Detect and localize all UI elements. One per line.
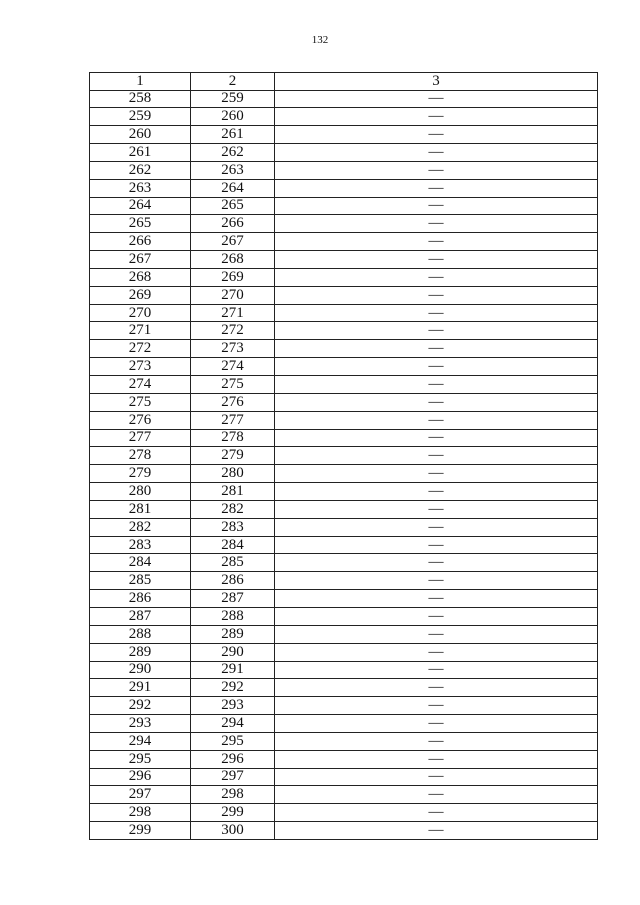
column-header: 3	[275, 73, 598, 91]
table-row	[90, 393, 598, 411]
column-header: 2	[191, 73, 275, 91]
table-cell: —	[275, 804, 598, 822]
table-cell: 260	[191, 108, 275, 126]
table-cell: —	[275, 625, 598, 643]
table-cell: —	[275, 358, 598, 376]
table-cell: 296	[90, 768, 191, 786]
table-cell: —	[275, 447, 598, 465]
table-cell: 258	[90, 90, 191, 108]
table-cell: 298	[191, 786, 275, 804]
table-cell: 288	[90, 625, 191, 643]
table-row	[90, 822, 598, 840]
table-cell: —	[275, 822, 598, 840]
table-row	[90, 90, 598, 108]
table-row	[90, 500, 598, 518]
table-cell: —	[275, 518, 598, 536]
table-cell: 259	[90, 108, 191, 126]
table-cell: 287	[191, 590, 275, 608]
table-cell: 294	[90, 732, 191, 750]
table-cell: —	[275, 750, 598, 768]
table-cell: 275	[90, 393, 191, 411]
table-cell: 273	[90, 358, 191, 376]
table-row	[90, 126, 598, 144]
table-cell: —	[275, 554, 598, 572]
table-cell: 265	[90, 215, 191, 233]
table-cell: 274	[191, 358, 275, 376]
table-cell: 295	[90, 750, 191, 768]
table-cell: —	[275, 572, 598, 590]
table-cell: —	[275, 376, 598, 394]
table-row	[90, 215, 598, 233]
table-cell: 293	[90, 715, 191, 733]
table-cell: 277	[90, 429, 191, 447]
table-cell: 291	[90, 679, 191, 697]
table-row	[90, 572, 598, 590]
table-row	[90, 108, 598, 126]
table-cell: 281	[191, 483, 275, 501]
table-cell: 300	[191, 822, 275, 840]
table-cell: 289	[191, 625, 275, 643]
table-cell: 267	[191, 233, 275, 251]
table-cell: 272	[90, 340, 191, 358]
table-cell: 283	[90, 536, 191, 554]
table-row	[90, 322, 598, 340]
table-cell: 277	[191, 411, 275, 429]
table-row	[90, 340, 598, 358]
column-header: 1	[90, 73, 191, 91]
table-cell: —	[275, 661, 598, 679]
table-cell: —	[275, 786, 598, 804]
table-row	[90, 268, 598, 286]
table-cell: —	[275, 161, 598, 179]
data-table-container	[89, 72, 597, 840]
table-cell: 287	[90, 607, 191, 625]
table-row	[90, 750, 598, 768]
table-cell: —	[275, 304, 598, 322]
table-cell: 292	[191, 679, 275, 697]
table-cell: 266	[191, 215, 275, 233]
table-cell: 284	[90, 554, 191, 572]
table-row	[90, 465, 598, 483]
table-cell: 271	[191, 304, 275, 322]
table-row	[90, 661, 598, 679]
table-cell: 273	[191, 340, 275, 358]
table-cell: —	[275, 340, 598, 358]
table-cell: 299	[191, 804, 275, 822]
table-cell: 272	[191, 322, 275, 340]
table-cell: —	[275, 607, 598, 625]
table-row	[90, 286, 598, 304]
table-cell: 282	[90, 518, 191, 536]
table-cell: 268	[191, 251, 275, 269]
table-cell: —	[275, 697, 598, 715]
table-row	[90, 447, 598, 465]
table-row	[90, 607, 598, 625]
table-row	[90, 804, 598, 822]
table-cell: 284	[191, 536, 275, 554]
table-cell: —	[275, 643, 598, 661]
table-row	[90, 376, 598, 394]
table-row	[90, 518, 598, 536]
table-cell: 264	[191, 179, 275, 197]
table-row	[90, 715, 598, 733]
table-cell: 266	[90, 233, 191, 251]
table-header	[90, 73, 598, 91]
table-cell: 299	[90, 822, 191, 840]
table-cell: 291	[191, 661, 275, 679]
table-row	[90, 233, 598, 251]
table-cell: 298	[90, 804, 191, 822]
data-table	[89, 72, 598, 840]
table-cell: 263	[90, 179, 191, 197]
table-cell: 294	[191, 715, 275, 733]
table-cell: 279	[90, 465, 191, 483]
table-row	[90, 197, 598, 215]
table-row	[90, 554, 598, 572]
table-row	[90, 179, 598, 197]
table-cell: —	[275, 715, 598, 733]
table-cell: 278	[191, 429, 275, 447]
table-cell: —	[275, 393, 598, 411]
table-row	[90, 643, 598, 661]
table-cell: —	[275, 465, 598, 483]
table-cell: 259	[191, 90, 275, 108]
table-cell: —	[275, 179, 598, 197]
table-cell: 278	[90, 447, 191, 465]
table-cell: —	[275, 126, 598, 144]
table-cell: 263	[191, 161, 275, 179]
table-cell: 261	[90, 144, 191, 162]
table-cell: —	[275, 483, 598, 501]
table-row	[90, 144, 598, 162]
table-cell: 262	[90, 161, 191, 179]
table-cell: 262	[191, 144, 275, 162]
table-cell: 290	[191, 643, 275, 661]
table-cell: 265	[191, 197, 275, 215]
table-row	[90, 697, 598, 715]
table-cell: —	[275, 215, 598, 233]
table-cell: 280	[191, 465, 275, 483]
header-row	[90, 73, 598, 91]
table-cell: 290	[90, 661, 191, 679]
table-cell: —	[275, 197, 598, 215]
table-cell: 275	[191, 376, 275, 394]
table-body	[90, 90, 598, 839]
table-cell: —	[275, 286, 598, 304]
table-row	[90, 732, 598, 750]
table-cell: 288	[191, 607, 275, 625]
table-cell: 274	[90, 376, 191, 394]
table-cell: —	[275, 411, 598, 429]
table-cell: 280	[90, 483, 191, 501]
table-row	[90, 251, 598, 269]
table-cell: 281	[90, 500, 191, 518]
table-row	[90, 304, 598, 322]
table-cell: 282	[191, 500, 275, 518]
table-row	[90, 679, 598, 697]
table-cell: —	[275, 679, 598, 697]
table-cell: 260	[90, 126, 191, 144]
table-cell: 261	[191, 126, 275, 144]
table-cell: 283	[191, 518, 275, 536]
table-cell: 269	[191, 268, 275, 286]
table-cell: 295	[191, 732, 275, 750]
table-cell: —	[275, 251, 598, 269]
table-cell: 271	[90, 322, 191, 340]
table-row	[90, 768, 598, 786]
table-cell: 293	[191, 697, 275, 715]
table-cell: 276	[90, 411, 191, 429]
table-cell: 286	[90, 590, 191, 608]
table-row	[90, 161, 598, 179]
table-cell: —	[275, 590, 598, 608]
table-cell: —	[275, 429, 598, 447]
table-cell: 292	[90, 697, 191, 715]
table-row	[90, 411, 598, 429]
table-cell: 276	[191, 393, 275, 411]
table-cell: —	[275, 322, 598, 340]
table-cell: —	[275, 268, 598, 286]
table-cell: —	[275, 144, 598, 162]
table-cell: 297	[191, 768, 275, 786]
table-cell: —	[275, 108, 598, 126]
table-row	[90, 625, 598, 643]
table-cell: —	[275, 500, 598, 518]
table-cell: 297	[90, 786, 191, 804]
page-number: 132	[311, 34, 329, 46]
table-cell: 267	[90, 251, 191, 269]
table-cell: —	[275, 536, 598, 554]
table-cell: 268	[90, 268, 191, 286]
table-cell: —	[275, 768, 598, 786]
table-cell: 289	[90, 643, 191, 661]
table-row	[90, 429, 598, 447]
table-cell: 270	[90, 304, 191, 322]
table-row	[90, 483, 598, 501]
table-row	[90, 590, 598, 608]
table-cell: —	[275, 233, 598, 251]
table-cell: 279	[191, 447, 275, 465]
table-row	[90, 536, 598, 554]
table-cell: 285	[90, 572, 191, 590]
table-cell: 270	[191, 286, 275, 304]
table-cell: 264	[90, 197, 191, 215]
table-cell: 269	[90, 286, 191, 304]
table-cell: 286	[191, 572, 275, 590]
table-cell: —	[275, 90, 598, 108]
table-cell: 285	[191, 554, 275, 572]
table-cell: 296	[191, 750, 275, 768]
table-row	[90, 786, 598, 804]
table-row	[90, 358, 598, 376]
table-cell: —	[275, 732, 598, 750]
